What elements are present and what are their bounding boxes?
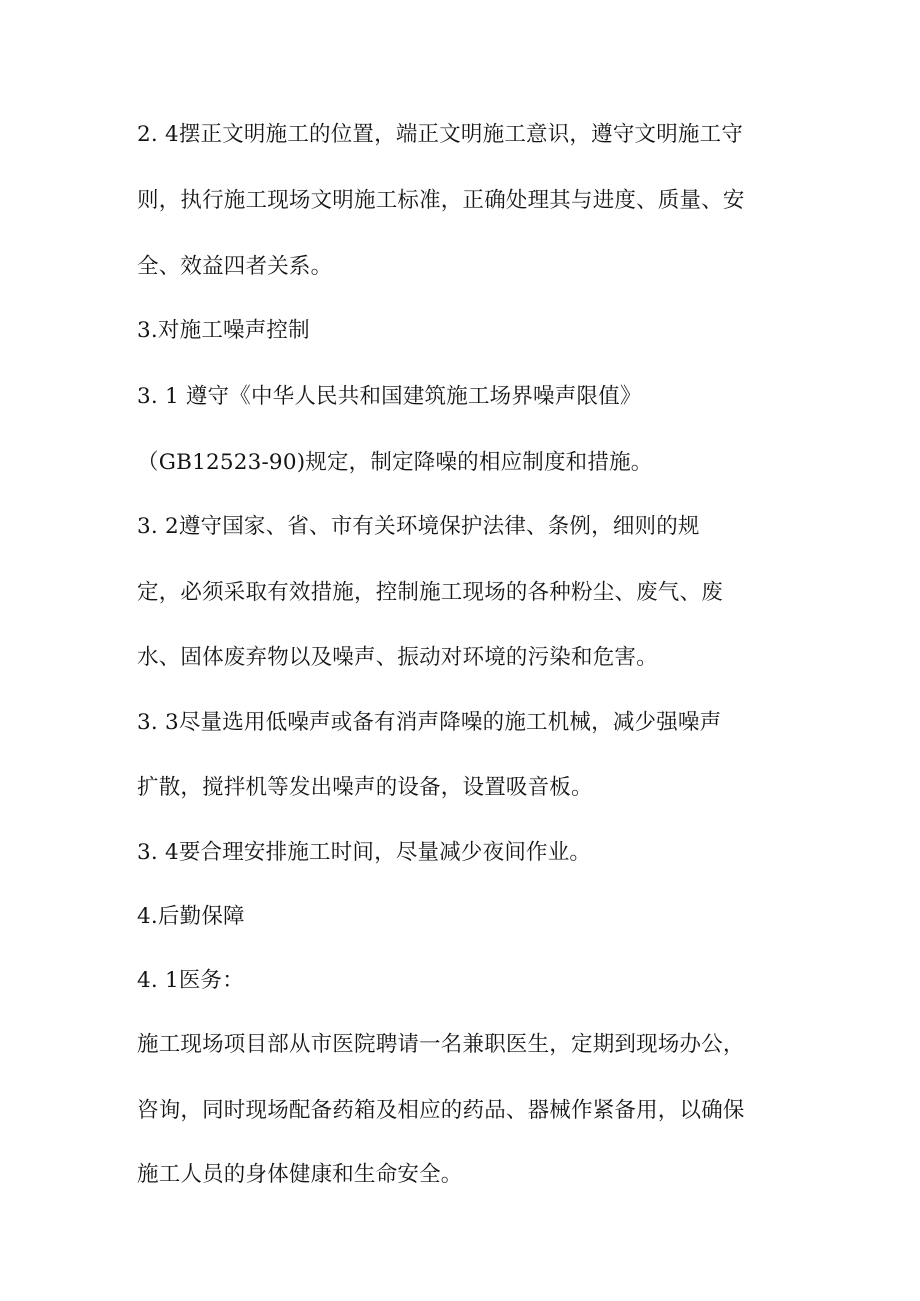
paragraph-3-2-line-2: 定，必须采取有效措施，控制施工现场的各种粉尘、废气、废 [137,580,723,605]
subheading-medical: 4. 1医务： [137,968,244,993]
paragraph-3-4: 3. 4要合理安排施工时间，尽量减少夜间作业。 [137,840,592,865]
paragraph-medical-line-2: 咨询，同时现场配备药箱及相应的药品、器械作紧备用，以确保 [137,1098,745,1123]
paragraph-2-4-line-2: 则，执行施工现场文明施工标准，正确处理其与进度、质量、安 [137,188,745,213]
paragraph-3-1-line-2: （GB12523-90)规定，制定降噪的相应制度和措施。 [137,450,653,475]
paragraph-3-3-line-2: 扩散，搅拌机等发出噪声的设备，设置吸音板。 [137,775,593,800]
paragraph-medical-line-1: 施工现场项目部从市医院聘请一名兼职医生，定期到现场办公， [137,1032,745,1057]
paragraph-3-3-line-1: 3. 3尽量选用低噪声或备有消声降噪的施工机械，减少强噪声 [137,710,722,735]
paragraph-2-4-line-3: 全、效益四者关系。 [137,254,333,279]
paragraph-3-1-line-1: 3. 1 遵守《中华人民共和国建筑施工场界噪声限值》 [137,384,642,409]
heading-logistics: 4.后勤保障 [137,904,245,929]
paragraph-3-2-line-1: 3. 2遵守国家、省、市有关环境保护法律、条例，细则的规 [137,514,700,539]
paragraph-medical-line-3: 施工人员的身体健康和生命安全。 [137,1162,463,1187]
heading-noise-control: 3.对施工噪声控制 [137,318,310,343]
paragraph-3-2-line-3: 水、固体废弃物以及噪声、振动对环境的污染和危害。 [137,645,658,670]
paragraph-2-4-line-1: 2. 4摆正文明施工的位置，端正文明施工意识，遵守文明施工守 [137,122,744,147]
